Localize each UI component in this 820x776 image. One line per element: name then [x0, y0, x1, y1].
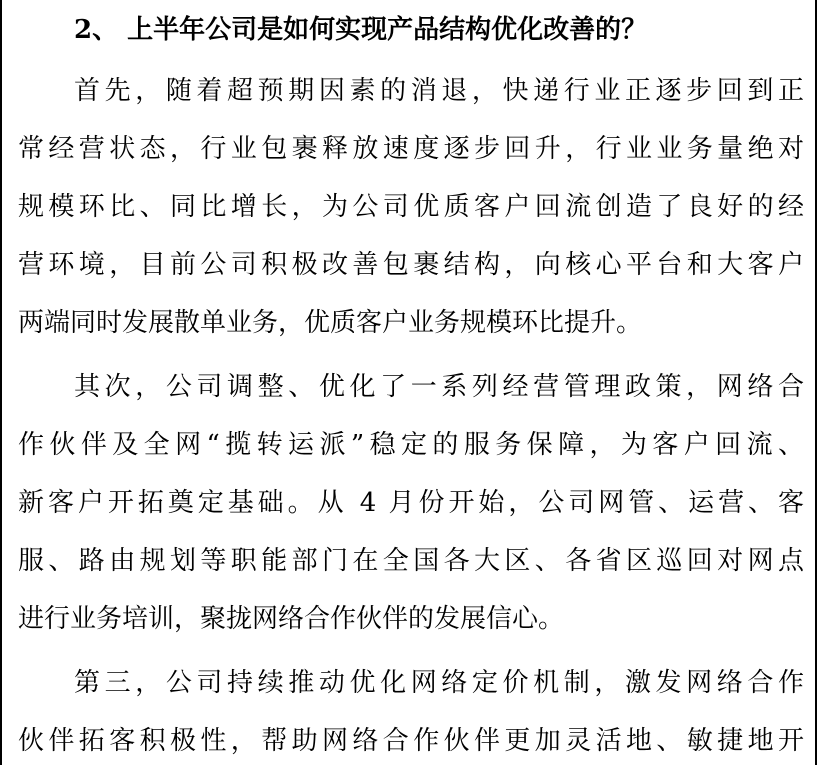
paragraph-second — [18, 358, 804, 648]
text-line: 伙伴拓客积极性，帮助网络合作伙伴更加灵活地、敏捷地开 — [18, 726, 804, 756]
text-line: 规模环比、同比增长，为公司优质客户回流创造了良好的经 — [18, 192, 804, 222]
text-line: 服、路由规划等职能部门在全国各大区、各省区巡回对网点 — [18, 546, 804, 576]
section-heading: 2、 上半年公司是如何实现产品结构优化改善的？ — [74, 15, 648, 45]
text-line: 其次，公司调整、优化了一系列经营管理政策，网络合 — [74, 372, 804, 402]
text-line: 营环境，目前公司积极改善包裹结构，向核心平台和大客户 — [18, 250, 804, 280]
text-line: 新客户开拓奠定基础。从 4 月份开始，公司网管、运营、客 — [18, 488, 804, 518]
text-line: 第三，公司持续推动优化网络定价机制，激发网络合作 — [74, 668, 804, 698]
text-line: 进行业务培训，聚拢网络合作伙伴的发展信心。 — [18, 604, 565, 634]
paragraph-third — [18, 654, 804, 770]
text-line: 首先，随着超预期因素的消退，快递行业正逐步回到正 — [74, 76, 804, 106]
document-body — [18, 4, 804, 776]
text-line: 常经营状态，行业包裹释放速度逐步回升，行业业务量绝对 — [18, 134, 804, 164]
text-line: 作伙伴及全网“揽转运派”稳定的服务保障，为客户回流、 — [18, 430, 804, 460]
text-line: 两端同时发展散单业务，优质客户业务规模环比提升。 — [18, 308, 643, 338]
paragraph-first — [18, 62, 804, 352]
